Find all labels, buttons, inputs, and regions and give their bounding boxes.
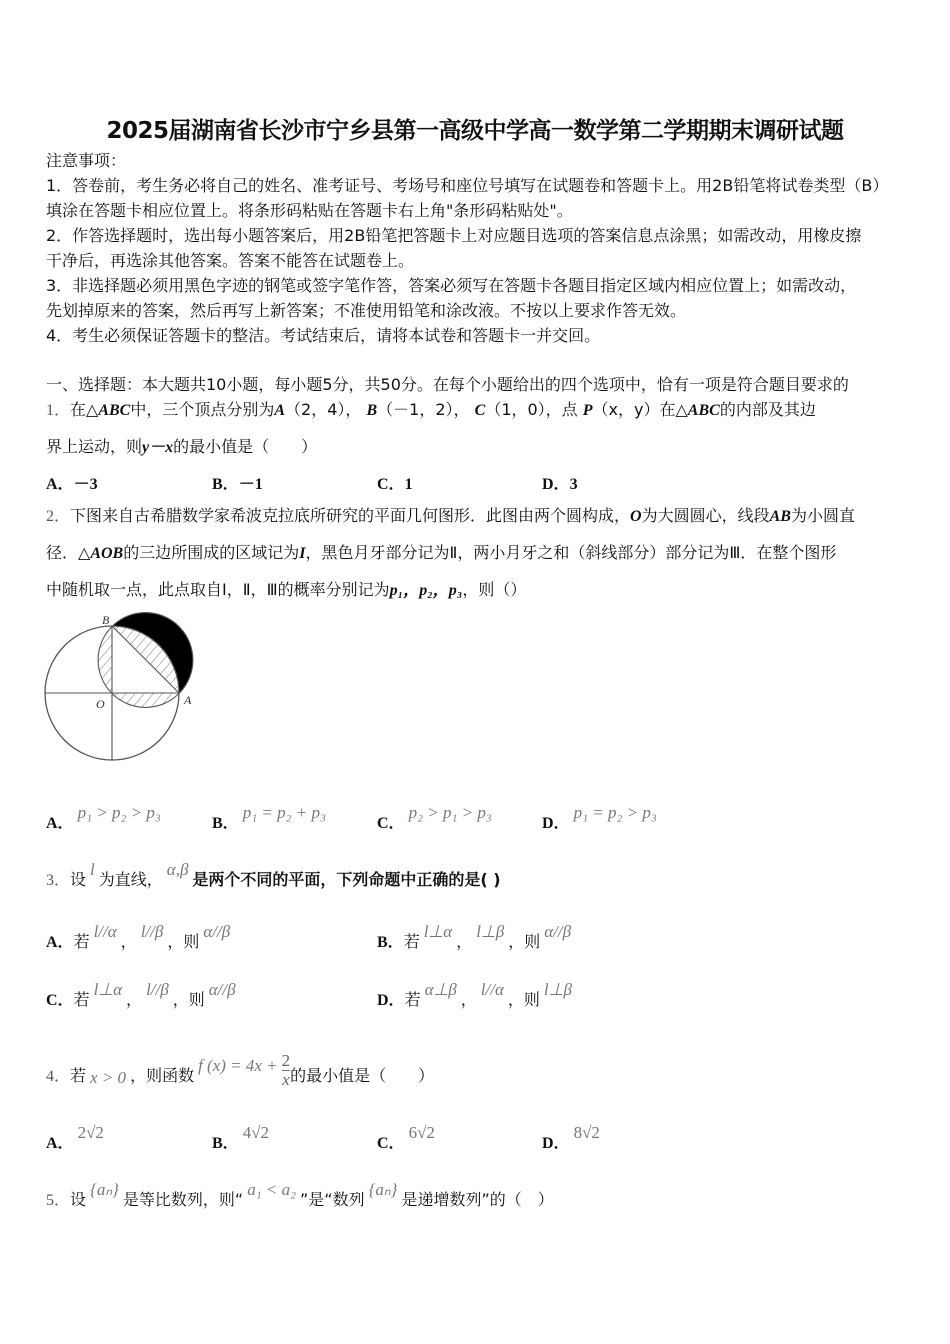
option-label: A． bbox=[46, 815, 74, 832]
text: ，则函数 bbox=[130, 1066, 195, 1085]
math: B bbox=[366, 402, 378, 419]
q4-option-a[interactable] bbox=[46, 1123, 108, 1153]
q2-option-c[interactable] bbox=[377, 803, 496, 833]
math: l bbox=[90, 860, 95, 879]
q3-option-c[interactable] bbox=[46, 980, 240, 1010]
option-value: －3 bbox=[73, 476, 98, 493]
math: f (x) = 4x + bbox=[198, 1056, 278, 1075]
q2-option-b[interactable] bbox=[212, 803, 330, 833]
note-line: 2．作答选择题时，选出每小题答案后，用2B铅笔把答题卡上对应题目选项的答案信息点涂黑；如需改动，用橡皮擦 bbox=[46, 226, 862, 245]
q1-option-b[interactable] bbox=[212, 471, 263, 494]
question-number: 3． bbox=[46, 872, 71, 889]
text: 若 bbox=[73, 932, 90, 951]
hippocrates-lune-figure bbox=[42, 608, 212, 768]
section-heading: 一、选择题：本大题共10小题，每小题5分，共50分。在每个小题给出的四个选项中，恰有一项是符合题目要求的 bbox=[46, 375, 849, 394]
math: A bbox=[274, 402, 286, 419]
math: α//β bbox=[203, 922, 231, 941]
text: ”是“数列 bbox=[300, 1190, 365, 1209]
denominator: x bbox=[282, 1070, 290, 1089]
text: （－1，2）， bbox=[377, 400, 470, 419]
option-label: C． bbox=[377, 1135, 405, 1152]
label-b: B bbox=[102, 613, 110, 627]
note-line: 干净后，再选涂其他答案。答案不能答在试题卷上。 bbox=[46, 251, 415, 270]
text: （2，4）， bbox=[285, 400, 362, 419]
question-number: 1． bbox=[46, 402, 71, 419]
math: l⊥α bbox=[93, 980, 123, 999]
text: 为直线， bbox=[98, 870, 163, 889]
q2-option-a[interactable] bbox=[46, 803, 165, 833]
math: {aₙ} bbox=[90, 1180, 119, 1199]
text: ， bbox=[460, 990, 477, 1009]
text: ，则 bbox=[507, 990, 540, 1009]
math: x > 0 bbox=[90, 1068, 127, 1087]
math: AB bbox=[769, 508, 791, 525]
math: l//β bbox=[140, 922, 164, 941]
text: 为小圆直 bbox=[790, 506, 855, 525]
option-value: 4√2 bbox=[242, 1123, 270, 1142]
note-line: 先划掉原来的答案，然后再写上新答案；不准使用铅笔和涂改液。不按以上要求作答无效。 bbox=[46, 301, 687, 320]
math: O bbox=[630, 508, 642, 525]
option-value: －1 bbox=[238, 476, 263, 493]
option-label: B． bbox=[212, 476, 239, 493]
question-2-cont bbox=[46, 579, 526, 602]
q1-option-c[interactable] bbox=[377, 471, 413, 494]
math: a₁ < a₂ bbox=[247, 1180, 296, 1199]
text: 的最小值是（ ） bbox=[173, 437, 318, 456]
question-number: 2． bbox=[46, 508, 71, 525]
notes-heading: 注意事项： bbox=[46, 151, 127, 170]
option-label: D． bbox=[377, 992, 405, 1009]
question-2 bbox=[46, 505, 855, 528]
math: C bbox=[474, 402, 486, 419]
option-label: C． bbox=[377, 476, 405, 493]
fraction bbox=[282, 1052, 291, 1089]
text: 中，三个顶点分别为 bbox=[130, 400, 275, 419]
text: 在△ bbox=[70, 400, 99, 419]
text: 是两个不同的平面，下列命题中正确的是( ) bbox=[192, 870, 501, 889]
math: p₁，p₂，p₃ bbox=[389, 582, 463, 599]
text: （x，y）在△ bbox=[592, 400, 688, 419]
q1-option-a[interactable] bbox=[46, 471, 98, 494]
text: 若 bbox=[70, 1066, 87, 1085]
text: ，则 bbox=[167, 932, 200, 951]
text: 中随机取一点，此点取自Ⅰ，Ⅱ，Ⅲ的概率分别记为 bbox=[46, 580, 390, 599]
option-label: D． bbox=[542, 1135, 570, 1152]
option-value: p₁ = p₂ > p₃ bbox=[573, 803, 657, 822]
text: 为大圆圆心，线段 bbox=[641, 506, 770, 525]
question-number: 5． bbox=[46, 1192, 71, 1209]
text: 是等比数列，则“ bbox=[122, 1190, 244, 1209]
math: ABC bbox=[687, 402, 720, 419]
option-value: 2√2 bbox=[77, 1123, 104, 1142]
option-label: B． bbox=[212, 1135, 239, 1152]
page-title: 2025届湖南省长沙市宁乡县第一高级中学高一数学第二学期期末调研试题 bbox=[106, 118, 844, 144]
q2-option-d[interactable] bbox=[542, 803, 661, 833]
option-label: A． bbox=[46, 1135, 74, 1152]
text: 的最小值是（ ） bbox=[290, 1066, 435, 1085]
text: ，则 bbox=[508, 932, 541, 951]
math: I bbox=[299, 545, 306, 562]
text: 界上运动，则 bbox=[46, 437, 143, 456]
q4-option-b[interactable] bbox=[212, 1123, 273, 1153]
option-label: C． bbox=[377, 815, 405, 832]
math: l⊥α bbox=[423, 922, 453, 941]
option-label: A． bbox=[46, 934, 74, 951]
option-value: 1 bbox=[404, 476, 413, 493]
text: ， bbox=[120, 932, 137, 951]
text: 下图来自古希腊数学家希波克拉底所研究的平面几何图形．此图由两个圆构成， bbox=[70, 506, 631, 525]
option-value: 3 bbox=[569, 476, 578, 493]
text: ， bbox=[456, 932, 473, 951]
question-5 bbox=[46, 1180, 554, 1212]
text: 是递增数列”的（ ） bbox=[401, 1190, 554, 1209]
text: 若 bbox=[403, 932, 420, 951]
note-line: 1．答卷前，考生务必将自己的姓名、准考证号、考场号和座位号填写在试题卷和答题卡上。用2B铅笔将试卷类型（B） bbox=[46, 176, 889, 195]
text: 若 bbox=[73, 990, 90, 1009]
note-line: 3．非选择题必须用黑色字迹的钢笔或签字笔作答，答案必须写在答题卡各题目指定区域内相应位置上；如需改动， bbox=[46, 276, 857, 295]
option-label: B． bbox=[212, 815, 239, 832]
option-value: p₁ = p₂ + p₃ bbox=[242, 803, 326, 822]
option-value: p₁ > p₂ > p₃ bbox=[77, 803, 161, 822]
option-label: D． bbox=[542, 815, 570, 832]
text: 的三边所围成的区域记为 bbox=[123, 543, 300, 562]
text: ， bbox=[126, 990, 143, 1009]
label-a: A bbox=[184, 693, 192, 707]
label-o: O bbox=[96, 697, 105, 711]
math: P bbox=[582, 402, 593, 419]
question-1-cont bbox=[46, 436, 317, 459]
text: 设 bbox=[70, 1190, 87, 1209]
math: l//β bbox=[146, 980, 169, 999]
text: （1，0），点 bbox=[485, 400, 583, 419]
math: y－x bbox=[142, 439, 174, 456]
option-label: D． bbox=[542, 476, 570, 493]
math: α,β bbox=[166, 860, 189, 879]
math: ABC bbox=[98, 402, 131, 419]
text: 径．△ bbox=[46, 543, 91, 562]
math: l//α bbox=[93, 922, 117, 941]
math: α⊥β bbox=[424, 980, 457, 999]
note-line: 4．考生必须保证答题卡的整洁。考试结束后，请将本试卷和答题卡一并交回。 bbox=[46, 326, 601, 345]
math: α//β bbox=[208, 980, 236, 999]
numerator: 2 bbox=[281, 1051, 291, 1070]
math: l//α bbox=[480, 980, 504, 999]
text: ，则 bbox=[172, 990, 205, 1009]
option-label: B． bbox=[377, 934, 404, 951]
option-label: C． bbox=[46, 992, 74, 1009]
q4-option-c[interactable] bbox=[377, 1123, 439, 1153]
text: 若 bbox=[404, 990, 421, 1009]
q1-option-d[interactable] bbox=[542, 471, 578, 494]
math: AOB bbox=[90, 545, 124, 562]
q3-option-b[interactable] bbox=[377, 922, 575, 952]
question-3 bbox=[46, 860, 501, 892]
question-2-cont bbox=[46, 542, 836, 565]
math: l⊥β bbox=[476, 922, 505, 941]
math: l⊥β bbox=[543, 980, 572, 999]
math: {aₙ} bbox=[368, 1180, 398, 1199]
note-line: 填涂在答题卡相应位置上。将条形码粘贴在答题卡右上角"条形码粘贴处"。 bbox=[46, 201, 573, 220]
q4-option-d[interactable] bbox=[542, 1123, 604, 1153]
question-4 bbox=[46, 1051, 435, 1095]
text: 的内部及其边 bbox=[719, 400, 816, 419]
option-value: p₂ > p₁ > p₃ bbox=[408, 803, 492, 822]
text: 设 bbox=[70, 870, 87, 889]
q3-option-d[interactable] bbox=[377, 980, 576, 1010]
math: α//β bbox=[544, 922, 572, 941]
question-1 bbox=[46, 399, 816, 422]
q3-option-a[interactable] bbox=[46, 922, 234, 952]
option-label: A． bbox=[46, 476, 74, 493]
option-value: 8√2 bbox=[573, 1123, 600, 1142]
text: ，则（） bbox=[462, 580, 527, 599]
option-value: 6√2 bbox=[408, 1123, 435, 1142]
question-number: 4． bbox=[46, 1068, 71, 1085]
text: ，黑色月牙部分记为Ⅱ，两小月牙之和（斜线部分）部分记为Ⅲ．在整个图形 bbox=[305, 543, 837, 562]
